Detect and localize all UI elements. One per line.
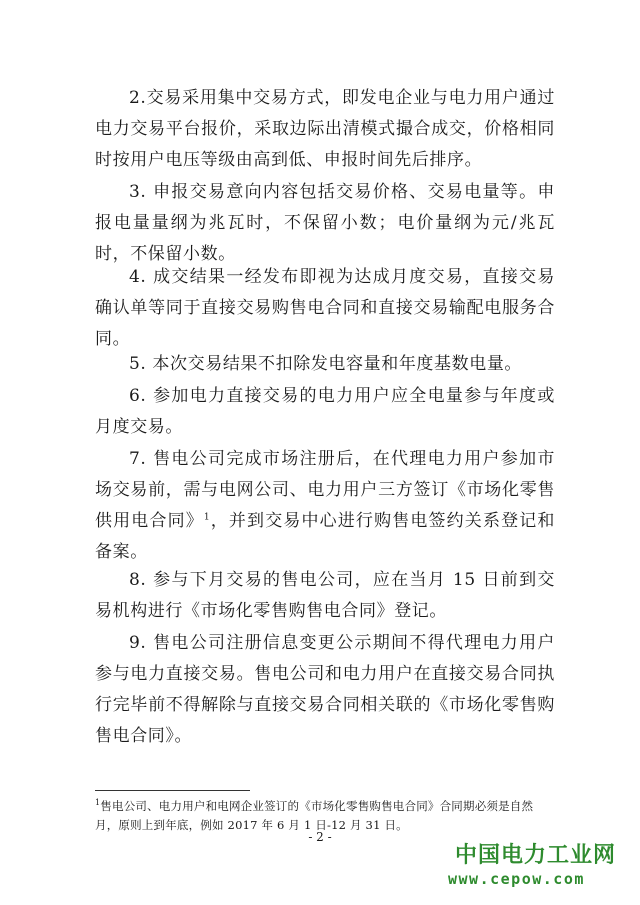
paragraph-7-text-b: ，并到交易中心进行购售电签约关系登记和备案。 [95, 511, 555, 562]
paragraph-7 [95, 444, 555, 568]
footnote-reference: 1 [203, 512, 211, 523]
footnote-marker: 1 [95, 798, 101, 808]
watermark-site-name: 中国电力工业网 [455, 843, 617, 868]
paragraph-3: 3. 申报交易意向内容包括交易价格、交易电量等。申报电量量纲为兆瓦时，不保留小数；电价量纲为元/兆瓦时，不保留小数。 [95, 182, 555, 264]
footnote-text: 售电公司、电力用户和电网企业签订的《市场化零售购售电合同》合同期必须是自然月，原则上到年底，例如 2017 年 6 月 1 日-12 月 31 日。 [95, 799, 534, 832]
paragraph-2: 2.交易采用集中交易方式，即发电企业与电力用户通过电力交易平台报价，采取边际出清模式撮合成交，价格相同时按用户电压等级由高到低、申报时间先后排序。 [95, 88, 555, 170]
footnote-divider [95, 790, 250, 791]
page-number: - 2 - [308, 830, 332, 844]
paragraph-9: 9. 售电公司注册信息变更公示期间不得代理电力用户参与电力直接交易。售电公司和电力用户在直接交易合同执行完毕前不得解除与直接交易合同相关联的《市场化零售购售电合同》。 [95, 633, 555, 746]
paragraph-4: 4. 成交结果一经发布即视为达成月度交易，直接交易确认单等同于直接交易购售电合同和直接交易输配电服务合同。 [95, 267, 555, 349]
paragraph-6: 6. 参加电力直接交易的电力用户应全电量参与年度或月度交易。 [95, 386, 555, 437]
watermark-url: www.cepow.com [448, 870, 585, 888]
paragraph-7-text-a: 7. 售电公司完成市场注册后，在代理电力用户参加市场交易前，需与电网公司、电力用户三方签订《市场化零售供用电合同》 [95, 449, 555, 531]
paragraph-8: 8. 参与下月交易的售电公司，应在当月 15 日前到交易机构进行《市场化零售购售电合同》登记。 [95, 570, 555, 621]
paragraph-5: 5. 本次交易结果不扣除发电容量和年度基数电量。 [129, 354, 523, 374]
